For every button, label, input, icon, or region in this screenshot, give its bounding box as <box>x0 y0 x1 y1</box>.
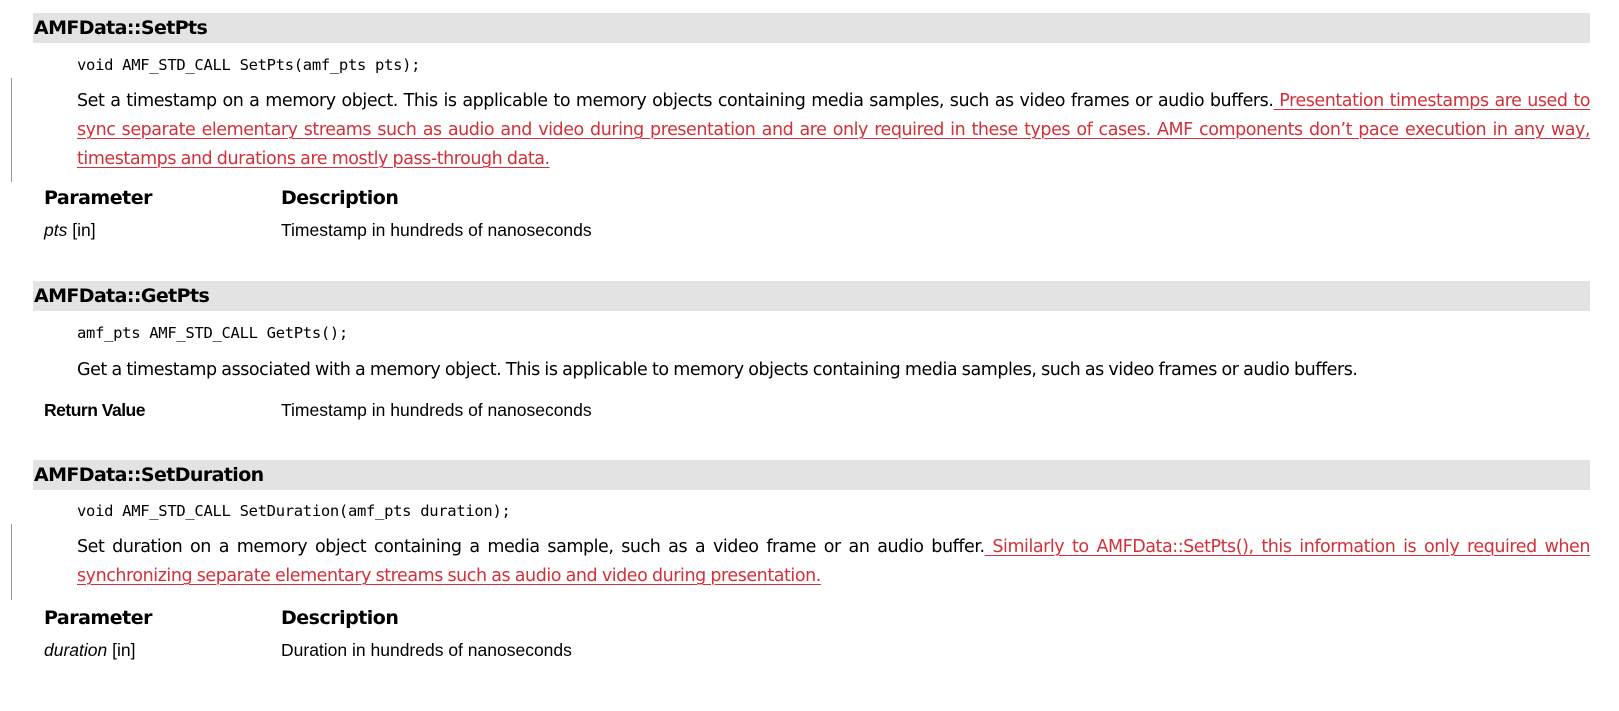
description-paragraph <box>77 87 1590 174</box>
tracked-insertion: Presentation timestamps are used to sync separate elementary streams such as audio and video during presentation and are only required in these types of cases. AMF components don’t pace execution in any way, timestamps and durations are mostly pass-through data. <box>77 91 1590 169</box>
param-description: Duration in hundreds of nanoseconds <box>281 640 572 660</box>
table-header-description: Description <box>281 187 399 209</box>
table-header-parameter: Parameter <box>44 187 152 209</box>
param-direction: [in] <box>107 640 136 660</box>
section-header-getpts <box>33 281 1590 311</box>
table-header-parameter: Parameter <box>44 607 152 629</box>
table-header-description: Description <box>281 607 399 629</box>
section-title: AMFData::SetPts <box>34 17 208 39</box>
section-header-setduration <box>33 460 1590 490</box>
description-paragraph <box>77 533 1590 591</box>
return-value-description: Timestamp in hundreds of nanoseconds <box>281 400 592 420</box>
function-signature: void AMF_STD_CALL SetPts(amf_pts pts); <box>77 56 421 74</box>
function-signature: amf_pts AMF_STD_CALL GetPts(); <box>77 324 348 342</box>
return-value-label: Return Value <box>44 400 145 420</box>
param-description: Timestamp in hundreds of nanoseconds <box>281 220 592 240</box>
section-title: AMFData::SetDuration <box>34 464 264 486</box>
param-name: duration <box>44 640 108 660</box>
description-paragraph <box>77 356 1590 385</box>
description-text: Set duration on a memory object containing a media sample, such as a video frame or an audio buffer. <box>77 537 985 557</box>
param-cell <box>44 640 135 661</box>
param-cell <box>44 220 96 241</box>
change-bar <box>11 524 12 600</box>
section-header-setpts <box>33 13 1590 43</box>
description-text: Set a timestamp on a memory object. This is applicable to memory objects containing media samples, such as video frames or audio buffers. <box>77 91 1274 111</box>
param-direction: [in] <box>67 220 96 240</box>
section-title: AMFData::GetPts <box>34 285 210 307</box>
param-name: pts <box>44 220 68 240</box>
function-signature: void AMF_STD_CALL SetDuration(amf_pts duration); <box>77 502 511 520</box>
tracked-insertion: Similarly to AMFData::SetPts(), this information is only required when synchronizing separate elementary streams such as audio and video during presentation. <box>77 537 1590 586</box>
description-text: Get a timestamp associated with a memory object. This is applicable to memory objects containing media samples, such as video frames or audio buffers. <box>77 360 1358 380</box>
change-bar <box>11 78 12 182</box>
